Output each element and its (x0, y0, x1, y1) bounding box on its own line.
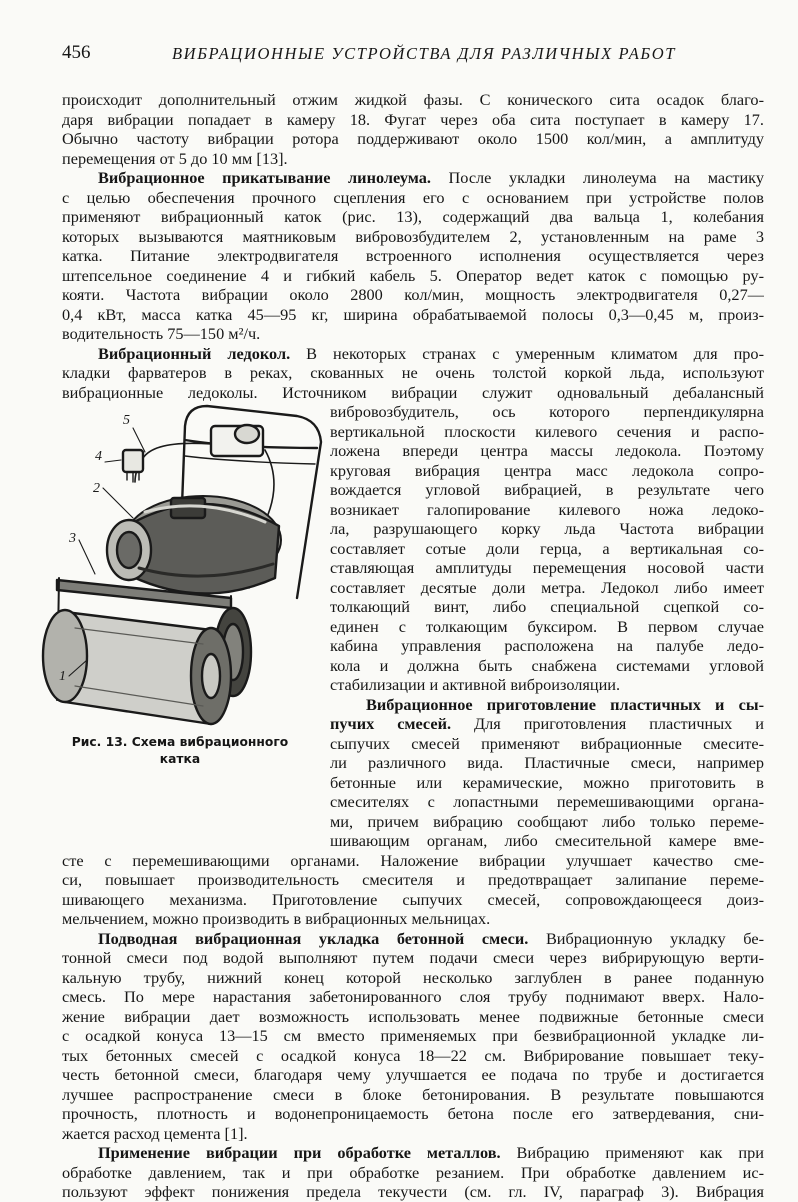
text-line: прочность, плотность и водонепроницаемость бетона после его затвердевания, сни- (62, 1104, 764, 1123)
text-line: вибрационные ледоколы. Источником вибрации служит одновальный дебалансный (62, 383, 764, 402)
text-line: возникает галопирование килевого ножа ледоко- (330, 500, 764, 519)
text-line: си, повышает производительность смесителя и предотвращает залипание переме- (62, 870, 764, 889)
text-line: кладки фарватеров в реках, скованных не очень толстой коркой льда, используют (62, 363, 764, 382)
text-line: толкающий винт, либо специальной сцепкой со- (330, 597, 764, 616)
text-line: круговая вибрация центра масс ледокола сопро- (330, 461, 764, 480)
text-line: вождается угловой вибрацией, в результате чего (330, 480, 764, 499)
plug-connector (123, 450, 143, 472)
page-number: 456 (62, 42, 91, 63)
label-3: 3 (69, 531, 76, 546)
text-line: ли различного вида. Пластичные смеси, например (330, 753, 764, 772)
text-line: честь бетонной смеси, благодаря чему улучшается ее подача по трубе и достигается (62, 1065, 764, 1084)
text-line: происходит дополнительный отжим жидкой фазы. С конического сита осадок благо- (62, 90, 764, 109)
text-line: Вибрационный ледокол. В некоторых странах с умеренным климатом для про- (98, 344, 764, 363)
text-line: тых бетонных смесей с осадкой конуса 18—22 см. Вибрирование повышает теку- (62, 1046, 764, 1065)
text-line: Применение вибрации при обработке металлов. Вибрацию применяют как при (98, 1143, 764, 1162)
text-line (330, 695, 764, 715)
text-line: обработке давлением, так и при обработке резанием. При обработке давлением ис- (62, 1163, 764, 1182)
text-line: пучих смесей. Для приготовления пластичных и (330, 714, 764, 733)
running-title: ВИБРАЦИОННЫЕ УСТРОЙСТВА ДЛЯ РАЗЛИЧНЫХ РАБОТ (172, 44, 677, 63)
text-line: жается расход цемента [1]. (62, 1124, 248, 1143)
text-line: лучшее распространение смеси в блоке бетонирования. В результате повышаются (62, 1085, 764, 1104)
text-line: стабилизации и активной виброизоляции. (330, 675, 621, 694)
text-line: ла, разрушающего корку льда Частота вибрации (330, 519, 764, 538)
text-line: перемещения от 5 до 10 мм [13]. (62, 149, 288, 168)
section-heading: Применение вибрации при обработке металлов. (98, 1143, 501, 1162)
text-line: 0,4 кВт, масса катка 45—95 кг, ширина обрабатываемой полосы 0,3—0,45 м, произ- (62, 305, 764, 324)
page-header (62, 42, 764, 72)
text-line: с целью обеспечения прочного сцепления его с основанием при устройстве полов (62, 188, 764, 207)
text-line: даря вибрации попадает в камеру 18. Фугат через оба сита поступает в камеру 17. (62, 110, 764, 129)
text-line: Вибрационное прикатывание линолеума. После укладки линолеума на мастику (98, 168, 764, 187)
section-heading: Вибрационное прикатывание линолеума. (98, 168, 431, 187)
label-5: 5 (123, 413, 130, 428)
text-line: с осадкой конуса 13—15 см вместо применяемых при безвибрационной укладке ли- (62, 1026, 764, 1045)
text-line: которых вызываются маятниковым вибровозбудителем 2, установленным на раме 3 (62, 227, 764, 246)
section-heading: Вибрационный ледокол. (98, 344, 291, 363)
section-heading: Подводная вибрационная укладка бетонной смеси. (98, 929, 529, 948)
text-line: шивающим органам, либо смесительной камере вме- (330, 831, 764, 850)
text-line: сыпучих смесей применяют вибрационные смесите- (330, 734, 764, 753)
text-line: вибровозбудитель, ось которого перпендикулярна (330, 402, 764, 421)
text-line: ми, причем вибрацию сообщают либо только переме- (330, 812, 764, 831)
text-line: Обычно частоту вибрации ротора поддерживают около 1500 кол/мин, а амплитуду (62, 129, 764, 148)
text-line: кояти. Частота вибрации около 2800 кол/мин, мощность электродвигателя 0,27— (62, 285, 764, 304)
text-line: ложена впереди центра массы ледокола. Поэтому (330, 441, 764, 460)
text-line: составляет десятые доли метра. Ледокол либо имеет (330, 578, 764, 597)
text-line: Подводная вибрационная укладка бетонной смеси. Вибрационную укладку бе- (98, 929, 764, 948)
label-4: 4 (95, 449, 102, 464)
label-1: 1 (59, 669, 66, 684)
section-heading: Вибрационное приготовление пластичных и сы- (366, 695, 764, 714)
text-line: единен с толкающим буксиром. В первом случае (330, 617, 764, 636)
text-line: пользуют эффект понижения предела текучести (см. гл. IV, параграф 3). Вибрация (62, 1182, 764, 1201)
text-line: кола и должна быть снабжена системами угловой (330, 656, 764, 675)
caption-line: катка (159, 752, 201, 766)
text-line: составляет сотые доли герца, а вертикальная со- (330, 539, 764, 558)
vibratory-roller-figure (35, 400, 335, 730)
caption-line: Рис. 13. Схема вибрационного (71, 735, 289, 749)
figure-caption (62, 734, 298, 768)
text-line: шивающего механизма. Приготовление сыпучих смесей, сопровождающееся доиз- (62, 890, 764, 909)
text-line: бетонные или керамические, можно приготовить в (330, 773, 764, 792)
cable (135, 443, 211, 482)
section-heading: пучих смесей. (330, 714, 452, 733)
text-line: сте с перемешивающими органами. Наложение вибрации улучшает качество сме- (62, 851, 764, 870)
text-line: водительность 75—150 м²/ч. (62, 324, 261, 343)
text-line: смесителях с лопастными перемешивающими органа- (330, 792, 764, 811)
text-line: вертикальной плоскости килевого сечения и распо- (330, 422, 764, 441)
text-line: кабина управления расположена на палубе ледо- (330, 636, 764, 655)
text-line: штепсельное соединение 4 и гибкий кабель 5. Оператор ведет каток с помощью ру- (62, 266, 764, 285)
text-line: ставляющая амплитуды перемещения носовой части (330, 558, 764, 577)
text-line: применяют вибрационный каток (рис. 13), содержащий два вальца 1, колебания (62, 207, 764, 226)
vibration-exciter (107, 496, 281, 594)
text-line: смесь. По мере нарастания забетонированного слоя трубу поднимают вверх. Нало- (62, 987, 764, 1006)
text-line: мельчением, можно производить в вибрационных мельницах. (62, 909, 491, 928)
text-line: тонной смеси под водой выполняют путем подачи смеси через вибрирующую верти- (62, 948, 764, 967)
text-line: катка. Питание электродвигателя встроенного исполнения осуществляется через (62, 246, 764, 265)
label-2: 2 (93, 481, 100, 496)
text-line: кальную трубу, нижний конец которой несколько заглублен в ранее поданную (62, 968, 764, 987)
text-line: жение вибрации дает возможность использовать менее подвижные бетонные смеси (62, 1007, 764, 1026)
front-roller (43, 610, 231, 724)
